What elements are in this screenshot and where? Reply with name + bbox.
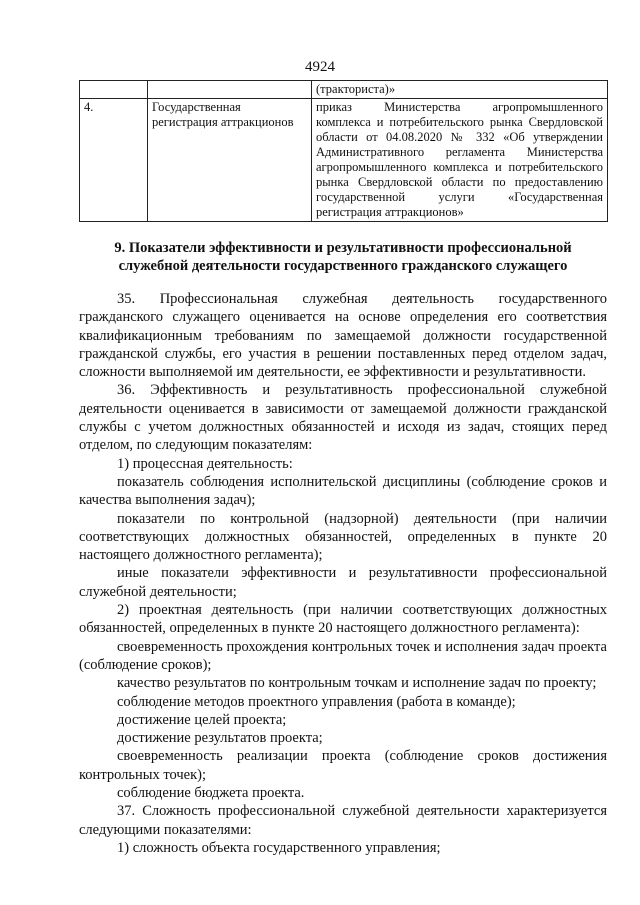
services-table bbox=[79, 80, 608, 222]
table-cell-document: (тракториста)» bbox=[312, 81, 608, 99]
list-item: своевременность реализации проекта (соблюдение сроков достижения контрольных точек); bbox=[79, 748, 607, 783]
list-item: соблюдение бюджета проекта. bbox=[117, 785, 305, 802]
list-item: показатель соблюдения исполнительской дисциплины (соблюдение сроков и качества выполнения задач); bbox=[79, 473, 607, 509]
table-cell-number bbox=[80, 81, 148, 99]
list-item: показатели по контрольной (надзорной) деятельности (при наличии соответствующих должностных обязанностей, определенных в пункте 20 настоящего должностного регламента); bbox=[79, 510, 607, 564]
table-row bbox=[80, 81, 608, 99]
list-item: достижение результатов проекта; bbox=[117, 730, 323, 747]
list-item: качество результатов по контрольным точкам и исполнение задач по проекту; bbox=[117, 675, 597, 692]
list-item: соблюдение методов проектного управления (работа в команде); bbox=[117, 693, 516, 710]
section-heading: 9. Показатели эффективности и результативности профессиональной служебной деятельности государственного гражданского служащего bbox=[114, 240, 572, 274]
list-item: 2) проектная деятельность (при наличии соответствующих должностных обязанностей, определенных в пункте 20 настоящего должностного регламента): bbox=[79, 602, 607, 637]
table-cell-number: 4. bbox=[80, 99, 148, 222]
list-item: 1) сложность объекта государственного управления; bbox=[117, 839, 441, 856]
table-cell-service bbox=[148, 81, 312, 99]
table-cell-service: Государственная регистрация аттракционов bbox=[148, 99, 312, 222]
table-cell-document: приказ Министерства агропромышленного комплекса и потребительского рынка Свердловской области от 04.08.2020 № 332 «Об утверждении Административного регламента Министерства агропромышленного комплекса и потребительского рынка Свердловской области по предоставлению государственной услуги «Государственная регистрация аттракционов» bbox=[312, 99, 608, 222]
list-item: своевременность прохождения контрольных точек и исполнения задач проекта (соблюдение сроков); bbox=[79, 638, 607, 673]
list-item: достижение целей проекта; bbox=[117, 711, 287, 728]
table-row bbox=[80, 99, 608, 222]
paragraph-37: 37. Сложность профессиональной служебной деятельности характеризуется следующими показателями: bbox=[79, 803, 607, 838]
paragraph-35: 35. Профессиональная служебная деятельность государственного гражданского служащего оценивается на основе определения его соответствия квалификационным требованиям по замещаемой должности государственной гражданской службы, его участия в решении поставленных перед отделом задач, сложности выполняемой им деятельности, ее эффективности и результативности. bbox=[79, 291, 607, 381]
list-item: 1) процессная деятельность: bbox=[117, 455, 293, 472]
list-item: иные показатели эффективности и результативности профессиональной служебной деятельности; bbox=[79, 565, 607, 600]
paragraph-36: 36. Эффективность и результативность профессиональной служебной деятельности оценивается в зависимости от замещаемой должности гражданской службы с учетом должностных обязанностей и исходя из задач, стоящих перед отделом, по следующим показателям: bbox=[79, 382, 607, 454]
page-number: 4924 bbox=[305, 59, 335, 75]
document-body bbox=[79, 290, 607, 857]
